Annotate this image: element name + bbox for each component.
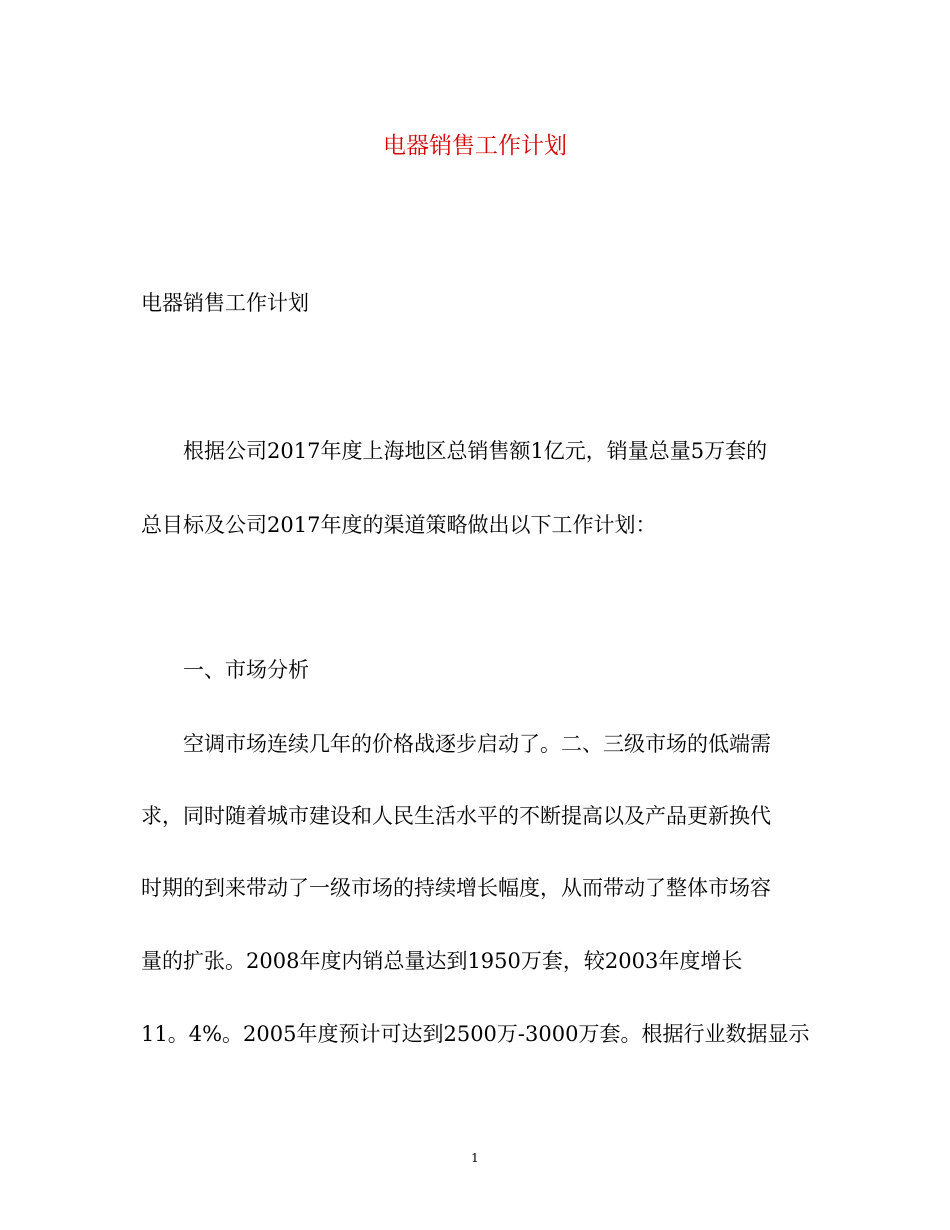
paragraph-intro-line-1: 根据公司2017年度上海地区总销售额1亿元，销量总量5万套的 [183,439,768,463]
paragraph-market-line-5: 11。4%。2005年度预计可达到2500万-3000万套。根据行业数据显示 [141,1022,810,1046]
document-title: 电器销售工作计划 [383,133,567,159]
paragraph-market-line-1: 空调市场连续几年的价格战逐步启动了。二、三级市场的低端需 [183,732,771,756]
paragraph-market-line-3: 时期的到来带动了一级市场的持续增长幅度，从而带动了整体市场容 [141,876,771,900]
document-subtitle: 电器销售工作计划 [141,291,309,315]
paragraph-intro-line-2: 总目标及公司2017年度的渠道策略做出以下工作计划： [141,513,657,537]
paragraph-market-line-4: 量的扩张。2008年度内销总量达到1950万套，较2003年度增长 [141,949,743,973]
page-number: 1 [471,1151,479,1165]
section-heading-market-analysis: 一、市场分析 [183,658,309,682]
paragraph-market-line-2: 求，同时随着城市建设和人民生活水平的不断提高以及产品更新换代 [141,804,771,828]
